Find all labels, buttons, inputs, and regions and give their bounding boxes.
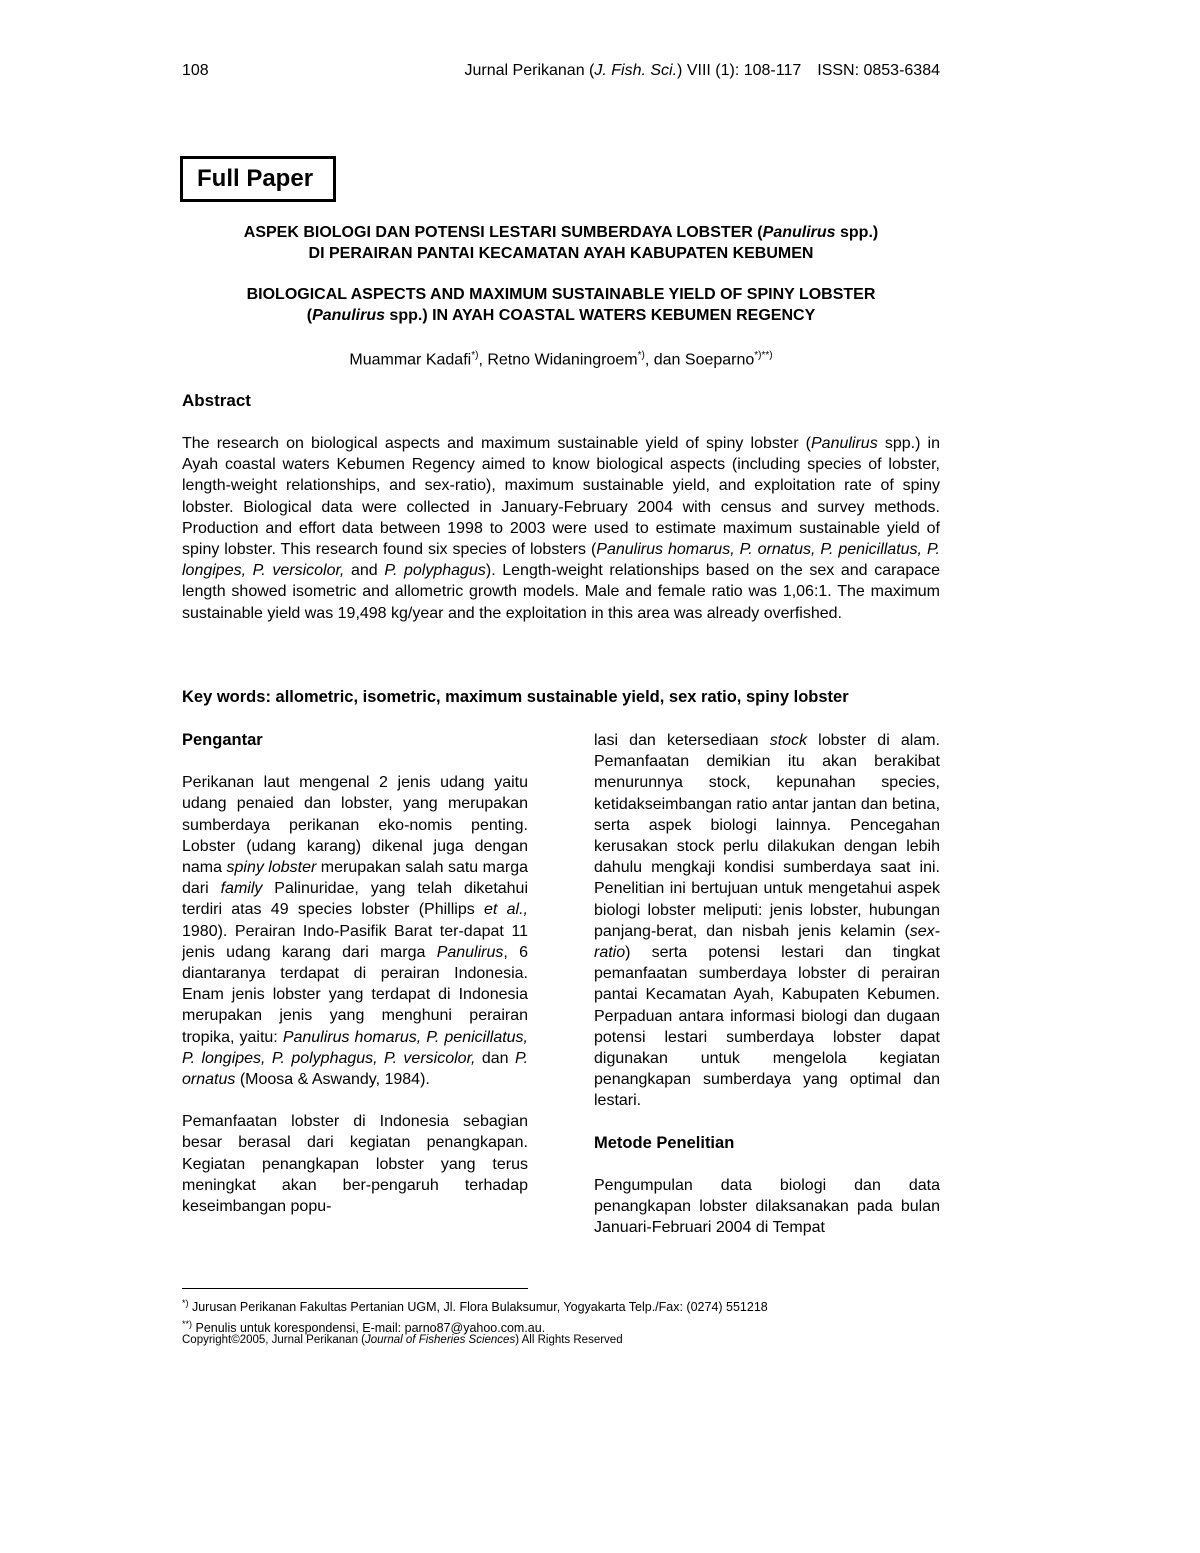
abstract-heading: Abstract bbox=[182, 391, 251, 410]
footnote-affiliation: *) Jurusan Perikanan Fakultas Pertanian UGM, Jl. Flora Bulaksumur, Yogyakarta Telp./Fax: (0274) 551218 bbox=[182, 1298, 768, 1315]
keywords: Key words: allometric, isometric, maximum sustainable yield, sex ratio, spiny lobster bbox=[182, 688, 849, 706]
abstract-body: The research on biological aspects and maximum sustainable yield of spiny lobster (Panulirus spp.) in Ayah coastal waters Kebumen Regency aimed to know biological aspects (including species of lobster, length-weight relationships, and sex-ratio), maximum sustainable yield, and exploitation rate of spiny lobster. Biological data were collected in January-February 2004 with census and survey methods. Production and effort data between 1998 to 2003 were used to estimate maximum sustainable yield of spiny lobster. This research found six species of lobsters (Panulirus homarus, P. ornatus, P. penicillatus, P. longipes, P. versicolor, and P. polyphagus). Length-weight relationships based on the sex and carapace length showed isometric and allometric growth models. Male and female ratio was 1,06:1. The maximum sustainable yield was 19,498 kg/year and the exploitation in this area was already overfished. bbox=[182, 435, 941, 622]
section-heading-metode: Metode Penelitian bbox=[594, 1133, 735, 1152]
footnote-divider bbox=[182, 1288, 528, 1289]
author-list: Muammar Kadafi*), Retno Widaningroem*), dan Soeparno*)**) bbox=[349, 350, 773, 369]
title-english: BIOLOGICAL ASPECTS AND MAXIMUM SUSTAINABLE YIELD OF SPINY LOBSTER (Panulirus spp.) IN AYAH COASTAL WATERS KEBUMEN REGENCY bbox=[246, 286, 876, 324]
paragraph: lasi dan ketersediaan stock lobster di alam. Pemanfaatan demikian itu akan berakibat menurunnya stock, kepunahan species, ketidakseimbangan ratio antar jantan dan betina, serta aspek biologi lainnya. Pencegahan kerusakan stock perlu dilakukan dengan lebih dahulu mengkaji kondisi sumberdaya saat ini. Penelitian ini bertujuan untuk mengetahui aspek biologi lobster meliputi: jenis lobster, hubungan panjang-berat, dan nisbah jenis kelamin (sex-ratio) serta potensi lestari dan tingkat pemanfaatan sumberdaya lobster di perairan pantai Kecamatan Ayah, Kabupaten Kebumen. Perpaduan antara informasi biologi dan dugaan potensi lestari sumberdaya lobster dapat digunakan untuk mengelola kegiatan penangkapan sumberdaya yang optimal dan lestari. bbox=[594, 732, 941, 1110]
page-number: 108 bbox=[182, 62, 209, 79]
copyright-notice: Copyright©2005, Jurnal Perikanan (Journal of Fisheries Sciences) All Rights Reserved bbox=[182, 1334, 623, 1346]
left-column bbox=[182, 730, 528, 1217]
journal-citation: Jurnal Perikanan (J. Fish. Sci.) VIII (1): 108-117 ISSN: 0853-6384 bbox=[464, 62, 940, 79]
paragraph: Perikanan laut mengenal 2 jenis udang yaitu udang penaied dan lobster, yang merupakan sumberdaya perikanan eko-nomis penting. Lobster (udang karang) dikenal juga dengan nama spiny lobster merupakan salah satu marga dari family Palinuridae, yang telah diketahui terdiri atas 49 species lobster (Phillips et al., 1980). Perairan Indo-Pasifik Barat ter-dapat 11 jenis udang karang dari marga Panulirus, 6 diantaranya terdapat di perairan Indonesia. Enam jenis lobster yang terdapat di Indonesia merupakan jenis yang menghuni perairan tropika, yaitu: Panulirus homarus, P. penicillatus, P. longipes, P. polyphagus, P. versicolor, dan P. ornatus (Moosa & Aswandy, 1984). bbox=[182, 774, 529, 1089]
right-column bbox=[594, 730, 940, 1238]
footnote-correspondence: **) Penulis untuk korespondensi, E-mail: parno87@yahoo.com.au. bbox=[182, 1319, 546, 1336]
paragraph: Pengumpulan data biologi dan data penangkapan lobster dilaksanakan pada bulan Januari-Februari 2004 di Tempat bbox=[594, 1176, 940, 1237]
issn: ISSN: 0853-6384 bbox=[817, 62, 940, 79]
running-header bbox=[182, 62, 940, 80]
paragraph: Pemanfaatan lobster di Indonesia sebagian besar berasal dari kegiatan penangkapan. Kegiatan penangkapan lobster yang terus meningkat akan ber-pengaruh terhadap keseimbangan popu- bbox=[182, 1113, 528, 1216]
section-heading-pengantar: Pengantar bbox=[182, 731, 263, 749]
footnotes bbox=[182, 1295, 942, 1337]
title-indonesian: ASPEK BIOLOGI DAN POTENSI LESTARI SUMBERDAYA LOBSTER (Panulirus spp.) DI PERAIRAN PANTAI KECAMATAN AYAH KABUPATEN KEBUMEN bbox=[243, 224, 879, 262]
full-paper-badge: Full Paper bbox=[180, 156, 336, 202]
